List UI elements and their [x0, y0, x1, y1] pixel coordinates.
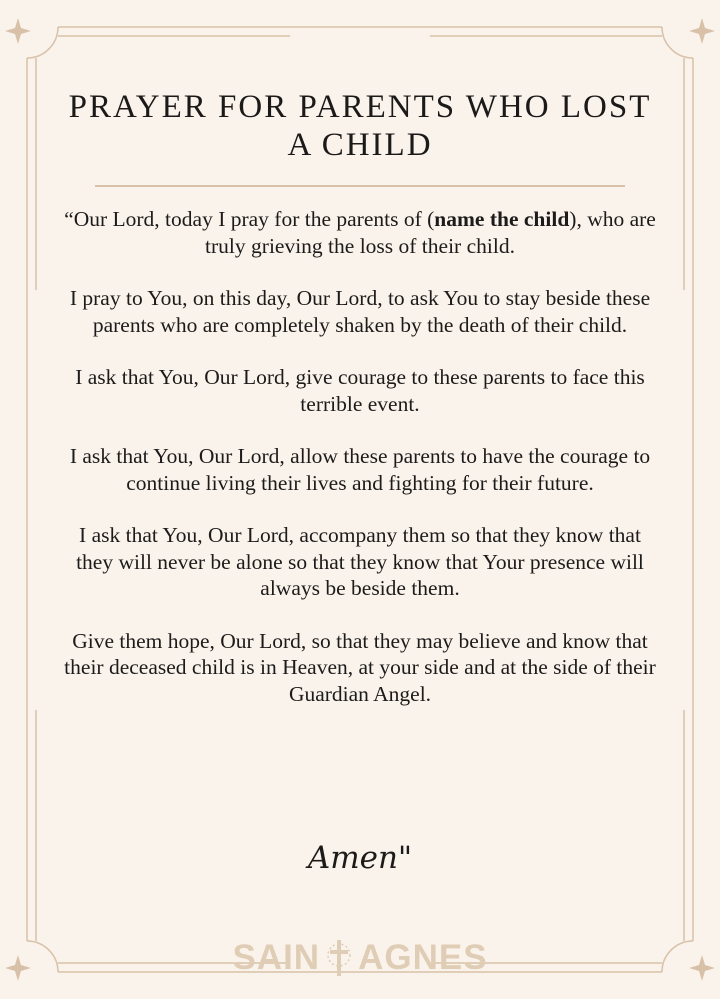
brand-logo: [0, 938, 720, 978]
title-divider: [95, 185, 625, 187]
prayer-paragraph-2: I pray to You, on this day, Our Lord, to ask You to stay beside these parents who are completely shaken by the death of their child.: [69, 286, 651, 337]
title-line-2: A CHILD: [287, 127, 433, 163]
prayer-paragraph-4: I ask that You, Our Lord, allow these parents to have the courage to continue living their lives and fighting for their future.: [69, 444, 651, 495]
paragraph-1-text-end: ), who are truly grieving the loss of their child.: [205, 207, 656, 258]
prayer-paragraph-3: I ask that You, Our Lord, give courage to these parents to face this terrible event.: [75, 365, 645, 416]
paragraph-1-text-start: “Our Lord, today I pray for the parents of (: [64, 207, 435, 231]
prayer-body: [60, 206, 660, 733]
prayer-title: [60, 88, 660, 164]
title-line-1: PRAYER FOR PARENTS WHO LOST: [68, 89, 652, 125]
prayer-paragraph-1: [60, 206, 660, 259]
cross-icon: [326, 938, 352, 978]
prayer-paragraph-6: Give them hope, Our Lord, so that they may believe and know that their deceased child is in Heaven, at your side and at the side of their Guardian Angel.: [64, 628, 656, 706]
brand-name-left: SAIN: [232, 938, 321, 977]
prayer-closing: Amen": [307, 840, 413, 876]
brand-name-right: AGNES: [358, 938, 488, 977]
placeholder-name: name the child: [434, 207, 570, 231]
prayer-paragraph-5: I ask that You, Our Lord, accompany them so that they know that they will never be alone so that they know that Your presence will always be beside them.: [76, 523, 644, 600]
